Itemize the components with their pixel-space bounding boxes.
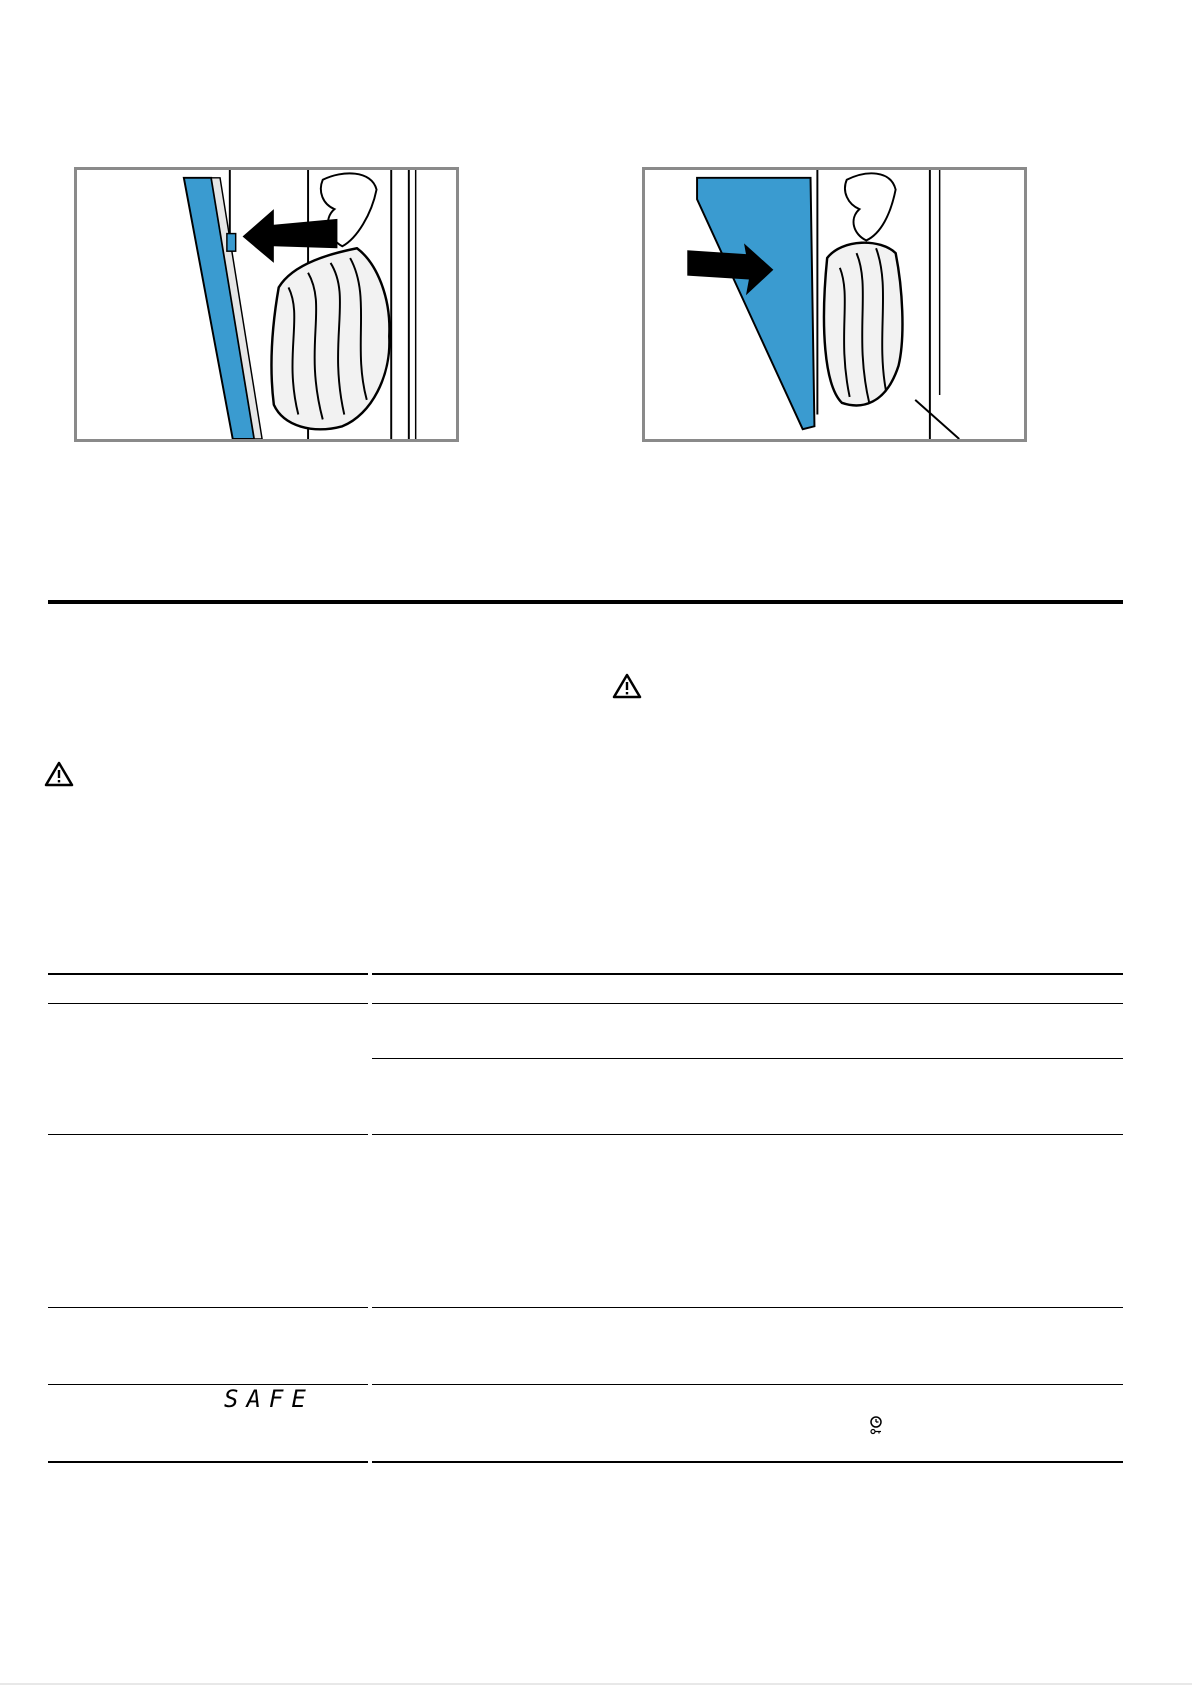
table-row-rule-right (372, 1384, 1123, 1385)
illustration-door-close (642, 167, 1027, 442)
table-header-rule-right (372, 973, 1123, 975)
display-safe-text: SAFE (224, 1385, 314, 1413)
door-close-drawing (645, 170, 1024, 439)
clock-key-icon (868, 1416, 884, 1436)
illustration-door-open (74, 167, 459, 442)
section-divider (48, 600, 1123, 604)
table-row-rule-right (372, 1307, 1123, 1308)
table-bottom-rule-left (48, 1461, 368, 1463)
table-bottom-rule-right (372, 1461, 1123, 1463)
table-row-rule-left (48, 1307, 368, 1308)
door-open-drawing (77, 170, 456, 439)
warning-triangle-icon (612, 673, 642, 699)
table-header-rule-left (48, 973, 368, 975)
table-row-rule-left (48, 1003, 368, 1004)
table-row-rule-left (48, 1384, 368, 1385)
table-row-rule-right (372, 1134, 1123, 1135)
table-row-rule-left (48, 1134, 368, 1135)
table-row-rule-right (372, 1003, 1123, 1004)
warning-triangle-icon (44, 761, 74, 787)
table-subrow-rule (372, 1058, 1123, 1059)
